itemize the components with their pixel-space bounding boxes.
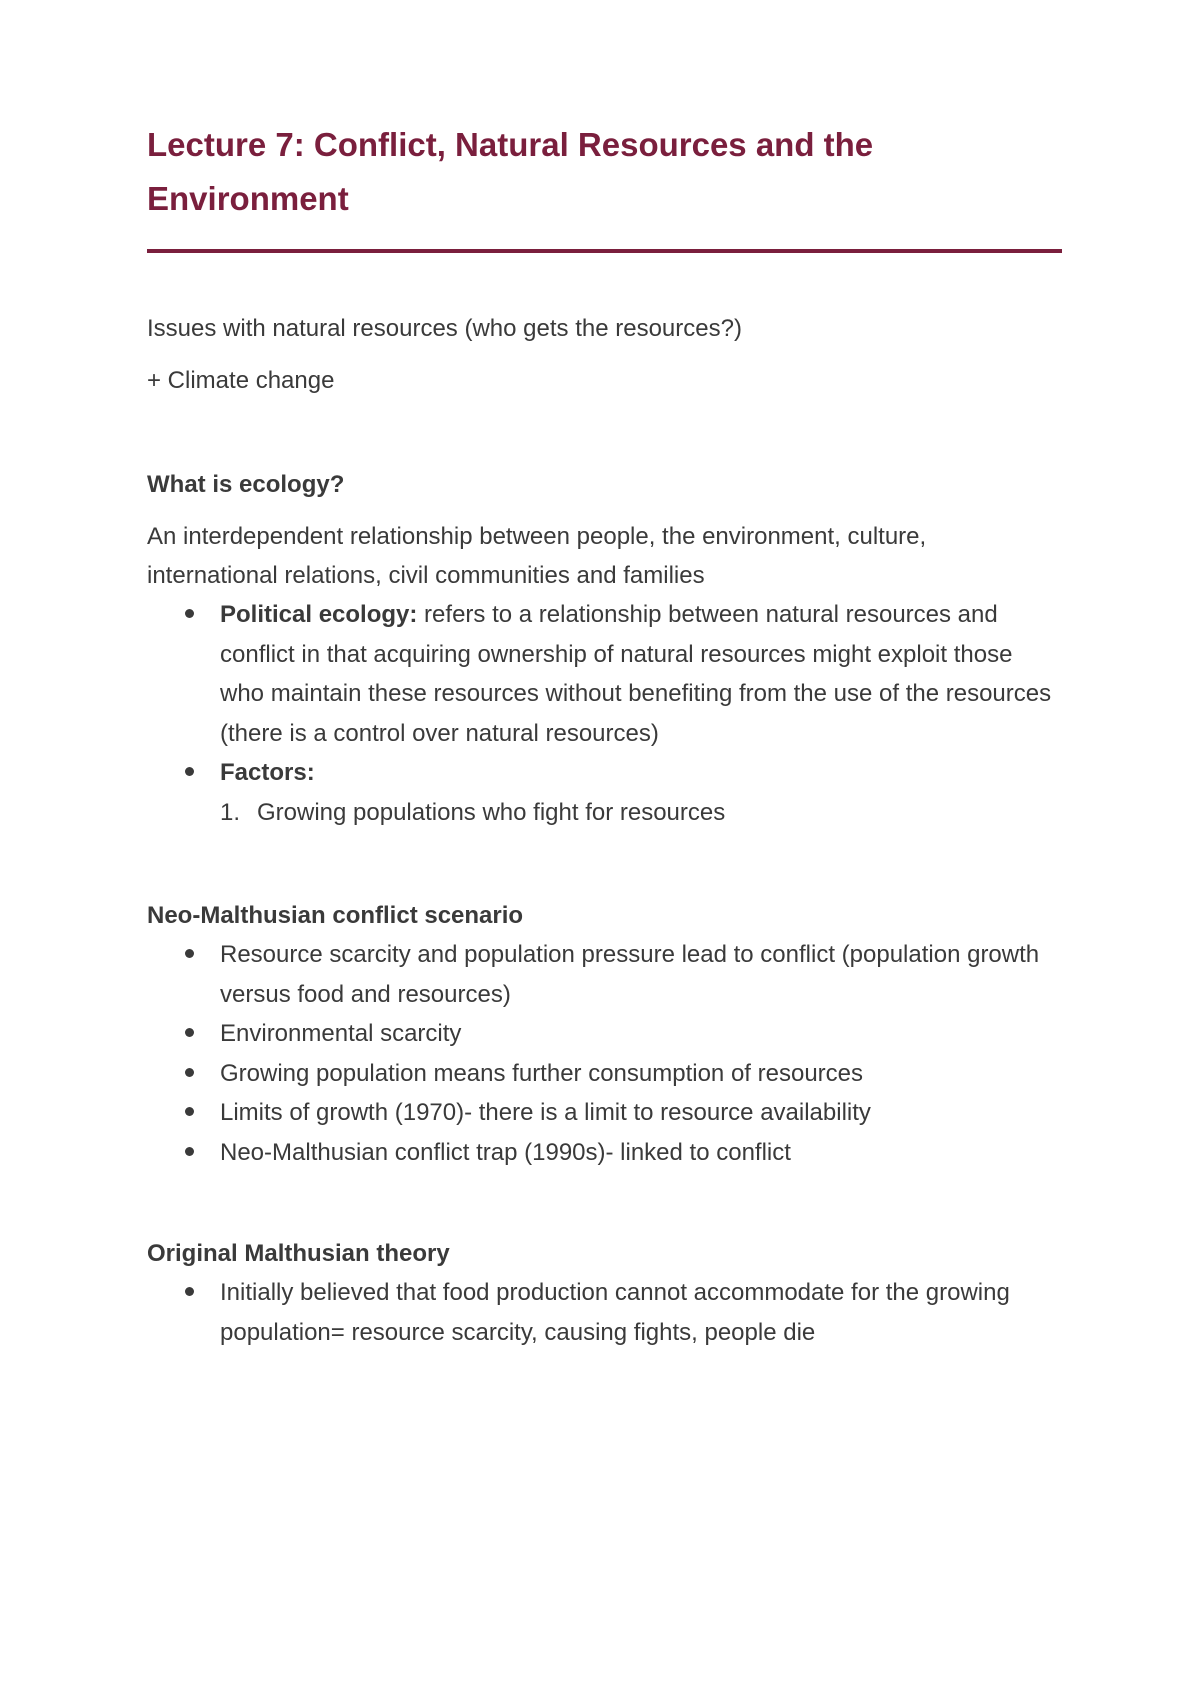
page-title: Lecture 7: Conflict, Natural Resources and the Environment [147, 126, 874, 217]
list-item: Initially believed that food production cannot accommodate for the growing population= resource scarcity, causing fights, people die [220, 1273, 1062, 1352]
factors-term: Factors: [220, 759, 315, 786]
list-item: Growing population means further consumption of resources [220, 1054, 1062, 1094]
neo-malthusian-list [147, 935, 1062, 1172]
political-ecology-term: Political ecology: [220, 601, 418, 628]
list-item-factors [220, 753, 1062, 832]
intro-line-2: + Climate change [147, 367, 335, 394]
list-item: Limits of growth (1970)- there is a limit to resource availability [220, 1093, 1062, 1133]
heading-original-malthusian: Original Malthusian theory [147, 1240, 450, 1267]
original-malthusian-list [147, 1273, 1062, 1352]
factor-number: 1. [220, 798, 241, 826]
political-ecology-text: refers to a relationship between natural resources and conflict in that acquiring ownership of natural resources might exploit those who maintain these resources without benefiting from the use of the resources (there is a control over natural resources) [220, 601, 1052, 747]
heading-what-is-ecology: What is ecology? [147, 471, 345, 498]
list-item: Resource scarcity and population pressure lead to conflict (population growth versus food and resources) [220, 935, 1062, 1014]
document-page [147, 118, 1062, 1352]
factor-item [220, 793, 1062, 833]
ecology-list [147, 595, 1062, 832]
heading-neo-malthusian: Neo-Malthusian conflict scenario [147, 902, 524, 929]
list-item: Environmental scarcity [220, 1014, 1062, 1054]
factors-list [220, 793, 1062, 833]
list-item-political-ecology [220, 595, 1062, 753]
intro-line-1: Issues with natural resources (who gets the resources?) [147, 315, 742, 342]
factor-text: Growing populations who fight for resources [257, 798, 726, 826]
ecology-definition: An interdependent relationship between people, the environment, culture, international relations, civil communities and families [147, 523, 927, 589]
list-item: Neo-Malthusian conflict trap (1990s)- linked to conflict [220, 1133, 1062, 1173]
title-divider [147, 249, 1062, 253]
